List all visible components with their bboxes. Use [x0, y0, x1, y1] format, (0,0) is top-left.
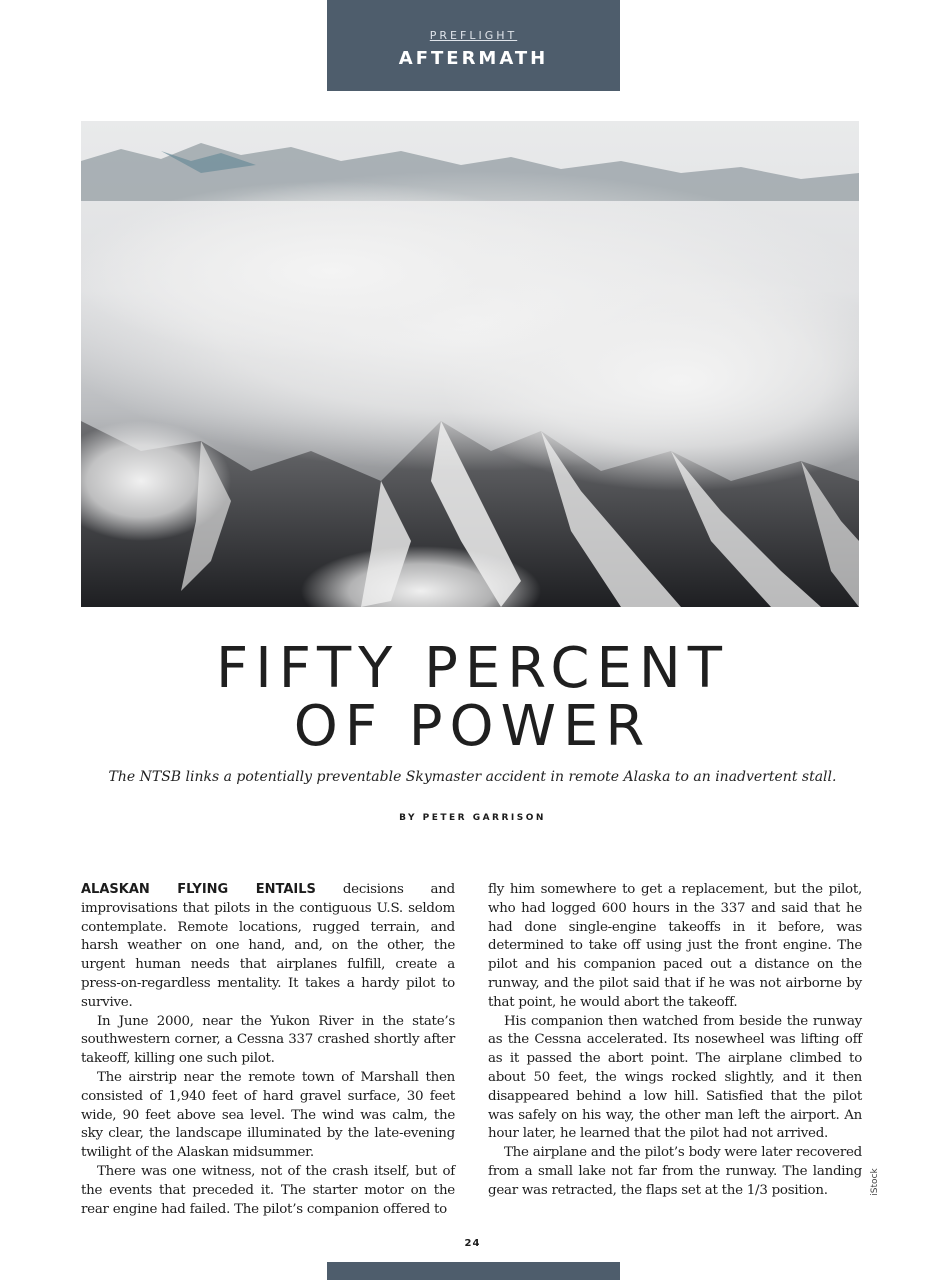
body-paragraph: fly him somewhere to get a replacement, but the pilot, who had logged 600 hours in the 337 and said that he had done single-engine takeoffs in it before, was determined to take off using just the front engine. The pilot and his companion paced out a distance on the runway, and the pilot said that if he was not airborne by that point, he would abort the takeoff. [488, 882, 862, 1010]
section-title: AFTERMATH [398, 48, 549, 69]
headline-line-2: OF POWER [293, 694, 652, 759]
kicker-label: PREFLIGHT [429, 29, 518, 42]
page-number: 24 [464, 1238, 481, 1249]
body-paragraph: The airstrip near the remote town of Marshall then consisted of 1,940 feet of hard gravel surface, 30 feet wide, 90 feet above sea level. The wind was calm, the sky clear, the landscape illuminated by the late-evening twilight of the Alaskan midsummer. [81, 1069, 455, 1161]
hero-image [81, 121, 859, 607]
body-paragraph: There was one witness, not of the crash itself, but of the events that preceded it. The starter motor on the rear engine had failed. The pilot’s companion offered to [81, 1163, 455, 1217]
section-header-tab [327, 0, 620, 91]
headline-line-1: FIFTY PERCENT [215, 636, 730, 701]
footer-tab [327, 1262, 620, 1280]
article-dek: The NTSB links a potentially preventable Skymaster accident in remote Alaska to an inadvertent stall. [108, 769, 837, 785]
mountain-photo-illustration [81, 121, 859, 607]
body-paragraph: His companion then watched from beside the runway as the Cessna accelerated. Its nosewheel was lifting off as it passed the abort point. The airplane climbed to about 50 feet, the wings rocked slightly, and it then disappeared behind a low hill. Satisfied that the pilot was safely on his way, the other man left the airport. An hour later, he learned that the pilot had not arrived. [488, 1013, 862, 1142]
paragraph-text: decisions and improvisations that pilots in the contiguous U.S. seldom contemplate. Remote locations, rugged terrain, and harsh weather on one hand, and, on the other, the urgent human needs that airplanes fulfill, create a press-on-regardless mentality. It takes a hardy pilot to survive. [81, 882, 455, 1010]
body-paragraph: The airplane and the pilot’s body were later recovered from a small lake not far from the runway. The landing gear was retracted, the flaps set at the 1/3 position. [488, 1145, 862, 1198]
body-paragraph: In June 2000, near the Yukon River in the state’s southwestern corner, a Cessna 337 crashed shortly after takeoff, killing one such pilot. [81, 1013, 455, 1067]
photo-credit-text: iStock [870, 1168, 880, 1196]
photo-credit [862, 1165, 888, 1199]
byline: BY PETER GARRISON [399, 813, 546, 823]
article-headline [60, 636, 885, 759]
lead-in: ALASKAN FLYING ENTAILS [81, 882, 316, 897]
body-column-left [81, 881, 455, 1219]
body-paragraph [81, 881, 455, 1013]
body-column-right [488, 881, 862, 1201]
